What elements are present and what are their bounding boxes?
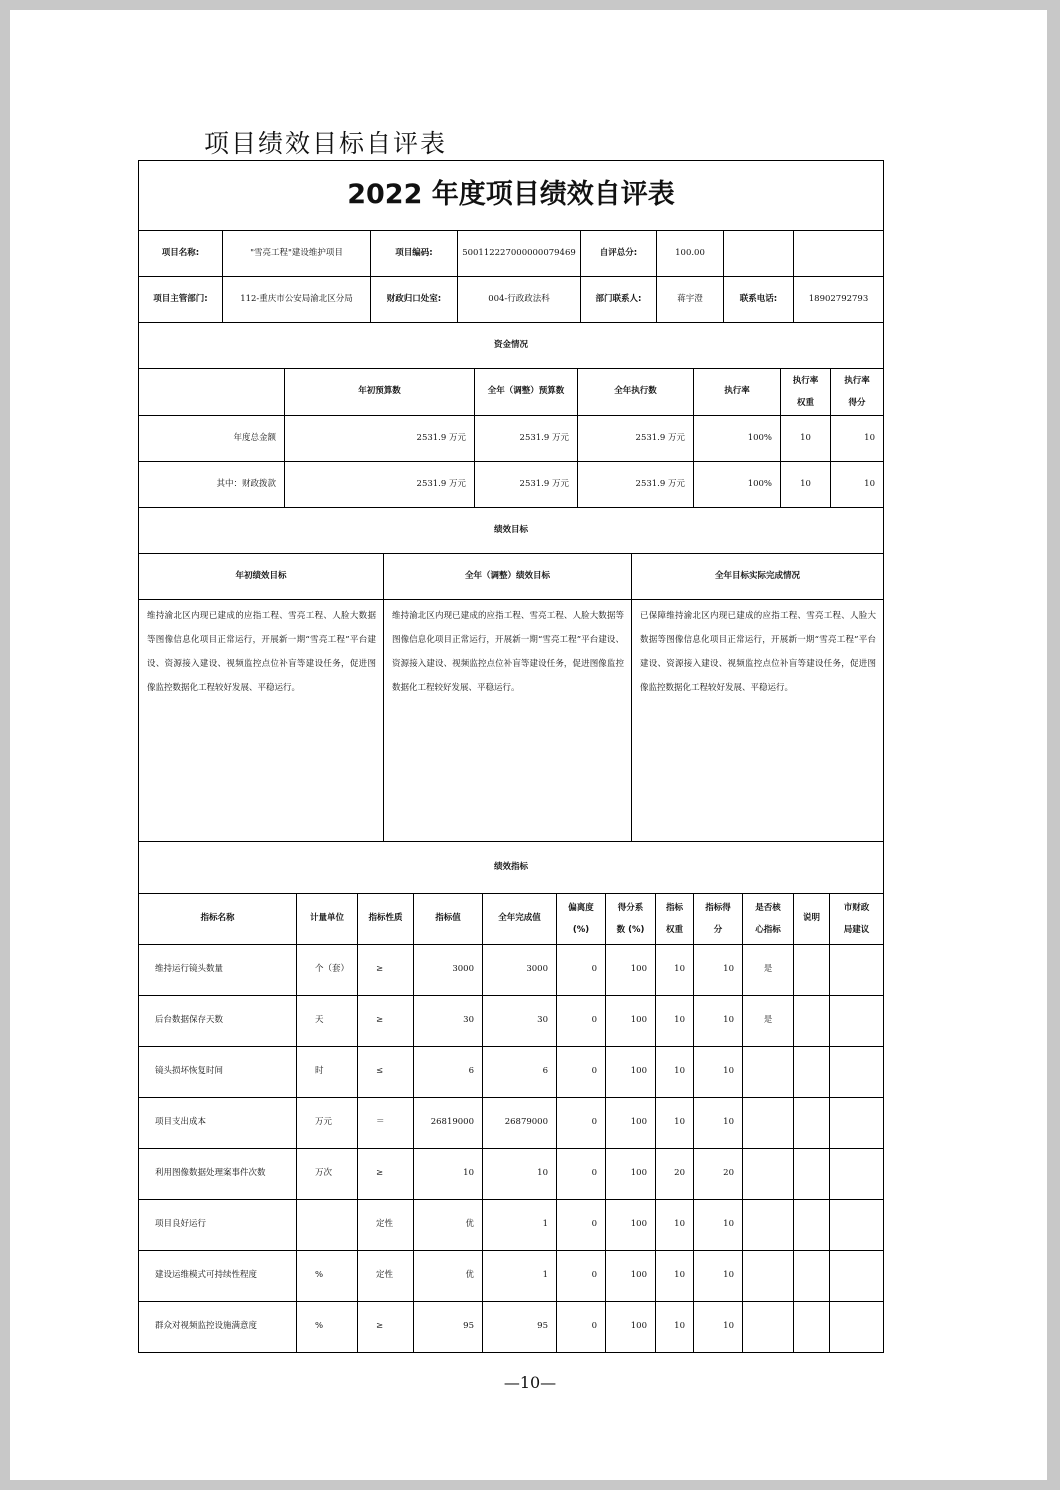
indicator-cell-nature: ＝: [357, 1097, 414, 1149]
goals-text-actual: 已保障维持渝北区内现已建成的应指工程、雪亮工程、人脸大数据等图像信息化项目正常运行，开展新一期“雪亮工程”平台建设、资源接入建设、视频监控点位补盲等建设任务，促进图像监控数据化工程较好发展、平稳运行。: [631, 599, 884, 842]
indicator-cell-target: 10: [413, 1148, 483, 1200]
funds-section-title: 资金情况: [138, 322, 884, 369]
funds-header-weight: [780, 368, 831, 416]
indicator-cell-nature: ≥: [357, 1301, 414, 1353]
goals-section-title: 绩效目标: [138, 507, 884, 554]
project-code-label: 项目编码:: [370, 230, 458, 277]
indicator-cell-target: 优: [413, 1199, 483, 1251]
indicator-cell-coef: 100: [605, 1097, 656, 1149]
indicator-cell-note: [793, 1148, 830, 1200]
funds-row-score: 10: [830, 415, 884, 462]
indicator-cell-core: 是: [742, 995, 794, 1047]
indicator-cell-note: [793, 1250, 830, 1302]
indicator-cell-score: 10: [693, 995, 743, 1047]
funds-header-weight-line1: 执行率: [792, 375, 819, 386]
indicator-cell-advice: [829, 1199, 884, 1251]
funds-row-score: 10: [830, 461, 884, 508]
indicator-cell-core: [742, 1148, 794, 1200]
indicator-cell-actual: 1: [482, 1199, 557, 1251]
funds-header-blank: [138, 368, 285, 416]
goals-header-initial: 年初绩效目标: [138, 553, 384, 600]
indicator-cell-name: 建设运维模式可持续性程度: [138, 1250, 297, 1302]
indicator-cell-unit: [296, 1199, 358, 1251]
ind-header-name: 指标名称: [138, 893, 297, 945]
ind-header-core-line1: 是否核: [755, 902, 781, 913]
goals-header-actual: 全年目标实际完成情况: [631, 553, 884, 600]
indicator-cell-actual: 3000: [482, 944, 557, 996]
indicators-section-title: 绩效指标: [138, 841, 884, 894]
ind-header-deviation-line1: 偏离度: [568, 902, 594, 913]
indicator-cell-weight: 10: [655, 995, 694, 1047]
funds-row-rate: 100%: [693, 415, 781, 462]
indicator-cell-coef: 100: [605, 1148, 656, 1200]
score-label: 自评总分:: [580, 230, 657, 277]
ind-header-score: [693, 893, 743, 945]
page-number: —10—: [503, 1373, 557, 1392]
indicator-cell-name: 后台数据保存天数: [138, 995, 297, 1047]
phone-value: 18902792793: [793, 276, 884, 323]
score-value: 100.00: [656, 230, 724, 277]
indicator-cell-unit: %: [296, 1301, 358, 1353]
indicator-cell-dev: 0: [556, 995, 606, 1047]
indicator-cell-target: 30: [413, 995, 483, 1047]
ind-header-actual: 全年完成值: [482, 893, 557, 945]
indicator-cell-unit: 个（套）: [296, 944, 358, 996]
indicator-cell-coef: 100: [605, 1301, 656, 1353]
indicator-cell-coef: 100: [605, 944, 656, 996]
indicator-cell-name: 项目良好运行: [138, 1199, 297, 1251]
ind-header-advice-line1: 市财政: [843, 902, 870, 913]
ind-header-target: 指标值: [413, 893, 483, 945]
indicator-cell-dev: 0: [556, 1199, 606, 1251]
indicator-cell-score: 10: [693, 1097, 743, 1149]
indicator-cell-note: [793, 1046, 830, 1098]
indicator-cell-coef: 100: [605, 1250, 656, 1302]
table-title: 2022 年度项目绩效自评表: [138, 160, 884, 231]
blank-cell: [723, 230, 794, 277]
funds-row-executed: 2531.9 万元: [577, 415, 694, 462]
indicator-cell-core: [742, 1301, 794, 1353]
ind-header-advice-line2: 局建议: [843, 925, 870, 935]
indicator-cell-score: 10: [693, 944, 743, 996]
ind-header-unit: 计量单位: [296, 893, 358, 945]
indicator-cell-weight: 20: [655, 1148, 694, 1200]
funds-row-rate: 100%: [693, 461, 781, 508]
indicator-cell-core: [742, 1046, 794, 1098]
indicator-cell-score: 20: [693, 1148, 743, 1200]
document-heading: 项目绩效目标自评表: [204, 129, 448, 158]
indicator-cell-score: 10: [693, 1250, 743, 1302]
ind-header-weight: [655, 893, 694, 945]
ind-header-weight-line2: 权重: [665, 925, 683, 935]
indicator-cell-weight: 10: [655, 1046, 694, 1098]
funds-row-label: 年度总金额: [138, 415, 285, 462]
dept-value: 112-重庆市公安局渝北区分局: [222, 276, 371, 323]
ind-header-coefficient-line2: 数 (%): [616, 925, 645, 935]
indicator-cell-actual: 30: [482, 995, 557, 1047]
indicator-cell-note: [793, 1097, 830, 1149]
indicator-cell-weight: 10: [655, 1250, 694, 1302]
indicator-cell-target: 优: [413, 1250, 483, 1302]
indicator-cell-advice: [829, 1250, 884, 1302]
contact-label: 部门联系人:: [580, 276, 657, 323]
dept-label: 项目主管部门:: [138, 276, 223, 323]
ind-header-nature: 指标性质: [357, 893, 414, 945]
funds-header-rate: 执行率: [693, 368, 781, 416]
indicator-cell-weight: 10: [655, 944, 694, 996]
indicator-cell-actual: 1: [482, 1250, 557, 1302]
ind-header-weight-line1: 指标: [665, 902, 683, 913]
indicator-cell-unit: %: [296, 1250, 358, 1302]
office-label: 财政归口处室:: [370, 276, 458, 323]
indicator-cell-dev: 0: [556, 1250, 606, 1302]
indicator-cell-core: 是: [742, 944, 794, 996]
indicator-cell-actual: 6: [482, 1046, 557, 1098]
funds-row-weight: 10: [780, 415, 831, 462]
contact-value: 蒋宇澄: [656, 276, 724, 323]
indicator-cell-target: 95: [413, 1301, 483, 1353]
funds-row-initial: 2531.9 万元: [284, 461, 475, 508]
indicator-cell-score: 10: [693, 1046, 743, 1098]
funds-header-weight-line2: 权重: [796, 398, 814, 408]
indicator-cell-advice: [829, 1148, 884, 1200]
indicator-cell-unit: 万次: [296, 1148, 358, 1200]
ind-header-score-line1: 指标得: [705, 902, 731, 913]
indicator-cell-actual: 95: [482, 1301, 557, 1353]
indicator-cell-note: [793, 1301, 830, 1353]
goals-header-adjusted: 全年（调整）绩效目标: [383, 553, 632, 600]
indicator-cell-advice: [829, 1046, 884, 1098]
funds-header-initial: 年初预算数: [284, 368, 475, 416]
office-value: 004-行政政法科: [457, 276, 581, 323]
indicator-cell-dev: 0: [556, 944, 606, 996]
funds-header-score-line1: 执行率: [844, 375, 870, 386]
indicator-cell-advice: [829, 1097, 884, 1149]
indicator-cell-coef: 100: [605, 1199, 656, 1251]
indicator-cell-actual: 26879000: [482, 1097, 557, 1149]
ind-header-core: [742, 893, 794, 945]
funds-header-adjusted: 全年（调整）预算数: [474, 368, 578, 416]
project-name-value: "雪亮工程"建设维护项目: [222, 230, 371, 277]
indicator-cell-actual: 10: [482, 1148, 557, 1200]
indicator-cell-weight: 10: [655, 1199, 694, 1251]
indicator-cell-core: [742, 1097, 794, 1149]
goals-text-adjusted: 维持渝北区内现已建成的应指工程、雪亮工程、人脸大数据等图像信息化项目正常运行，开展新一期“雪亮工程”平台建设、资源接入建设、视频监控点位补盲等建设任务，促进图像监控数据化工程较好发展、平稳运行。: [383, 599, 632, 842]
ind-header-score-line2: 分: [713, 925, 723, 935]
ind-header-advice: [829, 893, 884, 945]
indicator-cell-core: [742, 1199, 794, 1251]
funds-header-score: [830, 368, 884, 416]
indicator-cell-weight: 10: [655, 1301, 694, 1353]
blank-cell: [793, 230, 884, 277]
indicator-cell-unit: 万元: [296, 1097, 358, 1149]
indicator-cell-dev: 0: [556, 1148, 606, 1200]
funds-row-initial: 2531.9 万元: [284, 415, 475, 462]
ind-header-coefficient: [605, 893, 656, 945]
project-name-label: 项目名称:: [138, 230, 223, 277]
indicator-cell-name: 项目支出成本: [138, 1097, 297, 1149]
indicator-cell-weight: 10: [655, 1097, 694, 1149]
indicator-cell-note: [793, 995, 830, 1047]
indicator-cell-target: 26819000: [413, 1097, 483, 1149]
indicator-cell-nature: ≤: [357, 1046, 414, 1098]
funds-row-adjusted: 2531.9 万元: [474, 461, 578, 508]
funds-row-executed: 2531.9 万元: [577, 461, 694, 508]
indicator-cell-advice: [829, 944, 884, 996]
indicator-cell-nature: ≥: [357, 1148, 414, 1200]
indicator-cell-nature: 定性: [357, 1250, 414, 1302]
indicator-cell-dev: 0: [556, 1097, 606, 1149]
funds-row-weight: 10: [780, 461, 831, 508]
indicator-cell-name: 群众对视频监控设施满意度: [138, 1301, 297, 1353]
indicator-cell-unit: 天: [296, 995, 358, 1047]
indicator-cell-nature: ≥: [357, 944, 414, 996]
funds-header-score-line2: 得分: [848, 398, 866, 408]
indicator-cell-target: 3000: [413, 944, 483, 996]
indicator-cell-note: [793, 944, 830, 996]
indicator-cell-name: 镜头损坏恢复时间: [138, 1046, 297, 1098]
goals-text-initial: 维持渝北区内现已建成的应指工程、雪亮工程、人脸大数据等图像信息化项目正常运行，开展新一期“雪亮工程”平台建设、资源接入建设、视频监控点位补盲等建设任务，促进图像监控数据化工程较好发展、平稳运行。: [138, 599, 384, 842]
indicator-cell-note: [793, 1199, 830, 1251]
indicator-cell-nature: ≥: [357, 995, 414, 1047]
ind-header-deviation: [556, 893, 606, 945]
indicator-cell-coef: 100: [605, 995, 656, 1047]
funds-row-adjusted: 2531.9 万元: [474, 415, 578, 462]
phone-label: 联系电话:: [723, 276, 794, 323]
ind-header-coefficient-line1: 得分系: [617, 902, 644, 913]
indicator-cell-score: 10: [693, 1301, 743, 1353]
indicator-cell-core: [742, 1250, 794, 1302]
ind-header-core-line2: 心指标: [755, 925, 781, 935]
indicator-cell-coef: 100: [605, 1046, 656, 1098]
funds-row-label: 其中：财政拨款: [138, 461, 285, 508]
indicator-cell-advice: [829, 995, 884, 1047]
indicator-cell-score: 10: [693, 1199, 743, 1251]
indicator-cell-name: 利用图像数据处理案事件次数: [138, 1148, 297, 1200]
ind-header-deviation-line2: (%): [572, 925, 590, 935]
indicator-cell-nature: 定性: [357, 1199, 414, 1251]
indicator-cell-name: 维持运行镜头数量: [138, 944, 297, 996]
indicator-cell-advice: [829, 1301, 884, 1353]
indicator-cell-target: 6: [413, 1046, 483, 1098]
indicator-cell-unit: 时: [296, 1046, 358, 1098]
indicator-cell-dev: 0: [556, 1301, 606, 1353]
funds-header-executed: 全年执行数: [577, 368, 694, 416]
indicator-cell-dev: 0: [556, 1046, 606, 1098]
project-code-value: 500112227000000079469: [457, 230, 581, 277]
ind-header-note: 说明: [793, 893, 830, 945]
